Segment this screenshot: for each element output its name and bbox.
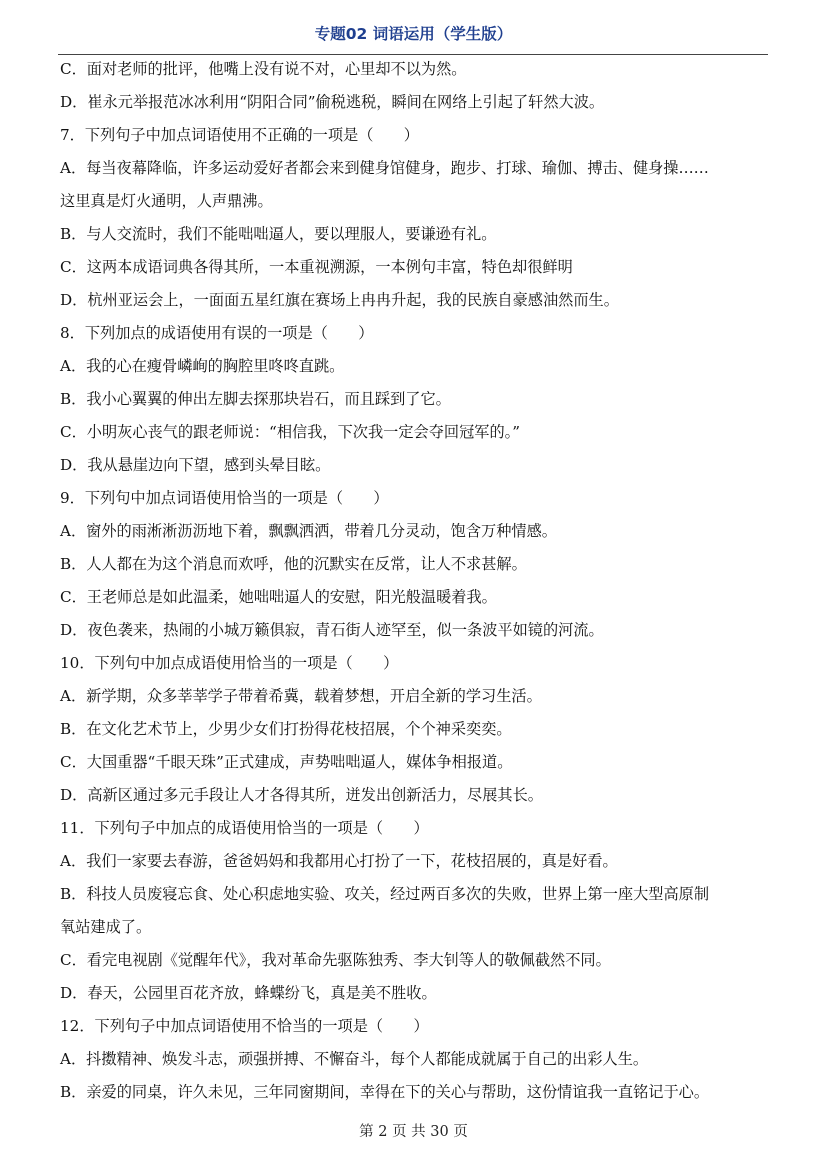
text-line: D．崔永元举报范冰冰利用“阴阳合同”偷税逃税，瞬间在网络上引起了轩然大波。	[60, 93, 605, 111]
text-line: C．王老师总是如此温柔，她咄咄逼人的安慰，阳光般温暖着我。	[60, 588, 497, 606]
document-body	[60, 59, 770, 1115]
question-stem: 10．下列句中加点成语使用恰当的一项是（ ）	[60, 654, 399, 672]
text-line: A．我们一家要去春游，爸爸妈妈和我都用心打扮了一下，花枝招展的，真是好看。	[60, 852, 618, 870]
text-line: A．我的心在瘦骨嶙峋的胸腔里咚咚直跳。	[60, 357, 345, 375]
text-line: B．科技人员废寝忘食、处心积虑地实验、攻关，经过两百多次的失败，世界上第一座大型高原制	[60, 885, 710, 903]
text-line: 氧站建成了。	[60, 918, 152, 936]
question-stem: 11．下列句子中加点的成语使用恰当的一项是（ ）	[60, 819, 429, 837]
text-line: D．夜色袭来，热闹的小城万籁俱寂，青石街人迹罕至，似一条波平如镜的河流。	[60, 621, 604, 639]
question-stem: 12．下列句子中加点词语使用不恰当的一项是（ ）	[60, 1017, 429, 1035]
header-divider	[58, 54, 768, 55]
text-line: B．人人都在为这个消息而欢呼，他的沉默实在反常，让人不求甚解。	[60, 555, 527, 573]
text-line: B．在文化艺术节上，少男少女们打扮得花枝招展，个个神采奕奕。	[60, 720, 512, 738]
text-line: B．我小心翼翼的伸出左脚去探那块岩石，而且踩到了它。	[60, 390, 451, 408]
text-line: A．窗外的雨淅淅沥沥地下着，飘飘洒洒，带着几分灵动，饱含万种情感。	[60, 522, 557, 540]
text-line: C．面对老师的批评，他嘴上没有说不对，心里却不以为然。	[60, 60, 467, 78]
text-line: D．我从悬崖边向下望，感到头晕目眩。	[60, 456, 331, 474]
question-stem: 9．下列句中加点词语使用恰当的一项是（ ）	[60, 489, 389, 507]
text-line: B．与人交流时，我们不能咄咄逼人，要以理服人，要谦逊有礼。	[60, 225, 497, 243]
page-header-title: 专题02 词语运用（学生版）	[314, 25, 513, 43]
page-footer-number: 第 2 页 共 30 页	[359, 1124, 468, 1140]
text-line: B．亲爱的同桌，许久未见，三年同窗期间，幸得在下的关心与帮助，这份情谊我一直铭记于心。	[60, 1083, 710, 1101]
text-line: C．这两本成语词典各得其所，一本重视溯源，一本例句丰富，特色却很鲜明	[60, 258, 573, 276]
text-line: D．高新区通过多元手段让人才各得其所，迸发出创新活力，尽展其长。	[60, 786, 543, 804]
text-line: A．每当夜幕降临，许多运动爱好者都会来到健身馆健身，跑步、打球、瑜伽、搏击、健身操……	[60, 159, 709, 177]
text-line: D．春天，公园里百花齐放，蜂蝶纷飞，真是美不胜收。	[60, 984, 437, 1002]
text-line: A．抖擞精神、焕发斗志，顽强拼搏、不懈奋斗，每个人都能成就属于自己的出彩人生。	[60, 1050, 649, 1068]
text-line: C．大国重器“千眼天珠”正式建成，声势咄咄逼人，媒体争相报道。	[60, 753, 513, 771]
text-line: 这里真是灯火通明，人声鼎沸。	[60, 192, 273, 210]
text-line: C．小明灰心丧气的跟老师说：“相信我，下次我一定会夺回冠军的。”	[60, 423, 520, 441]
question-stem: 8．下列加点的成语使用有误的一项是（ ）	[60, 324, 374, 342]
text-line: A．新学期，众多莘莘学子带着希冀，载着梦想，开启全新的学习生活。	[60, 687, 542, 705]
text-line: C．看完电视剧《觉醒年代》，我对革命先驱陈独秀、李大钊等人的敬佩截然不同。	[60, 951, 611, 969]
text-line: D．杭州亚运会上，一面面五星红旗在赛场上冉冉升起，我的民族自豪感油然而生。	[60, 291, 619, 309]
question-stem: 7．下列句子中加点词语使用不正确的一项是（ ）	[60, 126, 419, 144]
